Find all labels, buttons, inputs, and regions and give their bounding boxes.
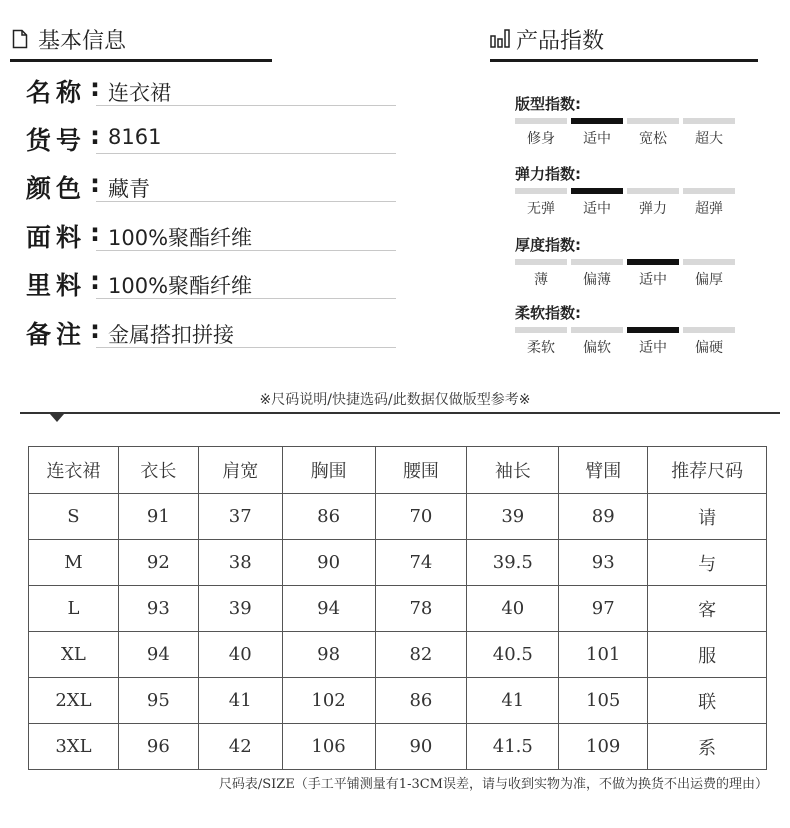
info-value: 藏青: [108, 177, 150, 201]
table-cell: 109: [559, 724, 648, 770]
index-segment: [571, 188, 623, 194]
index-option: 偏厚: [695, 272, 723, 288]
basic-info-header: [10, 22, 272, 62]
index-scale: [515, 327, 741, 333]
table-cell: 2XL: [29, 678, 119, 724]
index-title: 厚度指数:: [515, 236, 581, 254]
index-segment: [627, 188, 679, 194]
index-title: 柔软指数:: [515, 304, 581, 322]
divider: [20, 412, 780, 414]
table-cell: 40: [467, 586, 559, 632]
info-label: 名称: [26, 78, 87, 107]
index-option: 无弹: [527, 201, 555, 217]
table-header-cell: 胸围: [282, 447, 375, 494]
table-cell: L: [29, 586, 119, 632]
table-cell: 37: [198, 494, 282, 540]
underline: [96, 298, 396, 299]
table-cell: 90: [282, 540, 375, 586]
table-cell: 41.5: [467, 724, 559, 770]
table-cell: 94: [282, 586, 375, 632]
table-row: [29, 678, 767, 724]
index-segment: [683, 327, 735, 333]
info-value: 连衣裙: [108, 81, 171, 105]
info-colon: :: [90, 73, 100, 102]
table-cell: 98: [282, 632, 375, 678]
table-cell: 90: [375, 724, 467, 770]
underline: [96, 250, 396, 251]
table-cell: 70: [375, 494, 467, 540]
table-cell: 74: [375, 540, 467, 586]
info-label: 颜色: [26, 174, 87, 203]
table-cell: 106: [282, 724, 375, 770]
table-cell: 38: [198, 540, 282, 586]
product-index-header: [490, 22, 758, 62]
index-segment: [683, 118, 735, 124]
table-cell: 92: [118, 540, 198, 586]
table-cell: 联: [648, 678, 767, 724]
table-cell: 82: [375, 632, 467, 678]
info-colon: :: [90, 169, 100, 198]
table-cell: 请: [648, 494, 767, 540]
index-option: 偏薄: [583, 272, 611, 288]
table-row: [29, 540, 767, 586]
table-row: [29, 632, 767, 678]
softness-index: [515, 302, 765, 356]
index-segment: [515, 118, 567, 124]
index-option: 适中: [639, 272, 667, 288]
thickness-index: [515, 234, 765, 288]
table-cell: 39: [467, 494, 559, 540]
index-option: 超弹: [695, 201, 723, 217]
table-cell: 97: [559, 586, 648, 632]
info-label: 里料: [26, 271, 87, 300]
info-label: 备注: [26, 320, 87, 349]
index-option: 适中: [639, 340, 667, 356]
index-option: 宽松: [639, 131, 667, 147]
index-scale: [515, 259, 741, 265]
info-colon: :: [90, 218, 100, 247]
table-cell: 42: [198, 724, 282, 770]
index-segment: [627, 118, 679, 124]
table-cell: 39: [198, 586, 282, 632]
table-cell: 101: [559, 632, 648, 678]
size-table: [28, 446, 767, 770]
index-option: 偏软: [583, 340, 611, 356]
index-segment: [515, 327, 567, 333]
underline: [96, 105, 396, 106]
info-colon: :: [90, 266, 100, 295]
index-option: 偏硬: [695, 340, 723, 356]
table-header-cell: 推荐尺码: [648, 447, 767, 494]
table-cell: 94: [118, 632, 198, 678]
table-cell: 40: [198, 632, 282, 678]
size-note: ※尺码说明/快捷选码/此数据仅做版型参考※: [259, 392, 531, 408]
table-header-cell: 臂围: [559, 447, 648, 494]
index-segment: [627, 259, 679, 265]
table-cell: 40.5: [467, 632, 559, 678]
table-cell: M: [29, 540, 119, 586]
table-cell: 89: [559, 494, 648, 540]
table-cell: 91: [118, 494, 198, 540]
index-option: 适中: [583, 201, 611, 217]
underline: [96, 347, 396, 348]
table-cell: 系: [648, 724, 767, 770]
table-header-row: [29, 447, 767, 494]
index-segment: [627, 327, 679, 333]
info-value: 100%聚酯纤维: [108, 274, 253, 298]
index-title: 弹力指数:: [515, 165, 581, 183]
table-header-cell: 连衣裙: [29, 447, 119, 494]
index-option: 适中: [583, 131, 611, 147]
index-option: 薄: [534, 272, 548, 288]
index-scale: [515, 188, 741, 194]
size-footnote: 尺码表/SIZE（手工平铺测量有1-3CM误差，请与收到实物为准，不做为换货不出运费的理由）: [218, 777, 768, 792]
table-cell: 86: [375, 678, 467, 724]
table-cell: 105: [559, 678, 648, 724]
info-colon: :: [90, 121, 100, 150]
index-segment: [571, 118, 623, 124]
index-title: 版型指数:: [515, 95, 581, 113]
index-option: 柔软: [527, 340, 555, 356]
elasticity-index: [515, 163, 765, 217]
index-option: 超大: [695, 131, 723, 147]
table-cell: 3XL: [29, 724, 119, 770]
product-index-title: 产品指数: [516, 29, 605, 54]
document-icon: [12, 29, 28, 49]
info-colon: :: [90, 315, 100, 344]
table-cell: 78: [375, 586, 467, 632]
index-segment: [571, 327, 623, 333]
table-row: [29, 724, 767, 770]
table-row: [29, 586, 767, 632]
index-scale: [515, 118, 741, 124]
table-header-cell: 衣长: [118, 447, 198, 494]
info-label: 面料: [26, 223, 87, 252]
info-value: 金属搭扣拼接: [108, 323, 234, 347]
table-cell: 与: [648, 540, 767, 586]
underline: [96, 153, 396, 154]
info-value: 100%聚酯纤维: [108, 226, 253, 250]
info-label: 货号: [26, 126, 87, 155]
table-cell: 93: [118, 586, 198, 632]
index-segment: [571, 259, 623, 265]
info-value: 8161: [108, 125, 162, 149]
table-header-cell: 袖长: [467, 447, 559, 494]
fit-index: [515, 93, 765, 147]
index-segment: [683, 259, 735, 265]
table-row: [29, 494, 767, 540]
bar-chart-icon: [490, 28, 512, 48]
table-cell: 93: [559, 540, 648, 586]
table-cell: 41: [198, 678, 282, 724]
table-cell: 96: [118, 724, 198, 770]
index-segment: [683, 188, 735, 194]
table-header-cell: 腰围: [375, 447, 467, 494]
table-cell: 41: [467, 678, 559, 724]
underline: [96, 201, 396, 202]
index-option: 弹力: [639, 201, 667, 217]
table-header-cell: 肩宽: [198, 447, 282, 494]
table-cell: S: [29, 494, 119, 540]
table-cell: 86: [282, 494, 375, 540]
pointer-triangle-icon: [50, 414, 64, 422]
table-cell: 39.5: [467, 540, 559, 586]
table-cell: 服: [648, 632, 767, 678]
basic-info-title: 基本信息: [38, 29, 127, 54]
index-segment: [515, 188, 567, 194]
table-cell: 客: [648, 586, 767, 632]
index-option: 修身: [527, 131, 555, 147]
index-segment: [515, 259, 567, 265]
table-cell: XL: [29, 632, 119, 678]
table-cell: 95: [118, 678, 198, 724]
table-cell: 102: [282, 678, 375, 724]
